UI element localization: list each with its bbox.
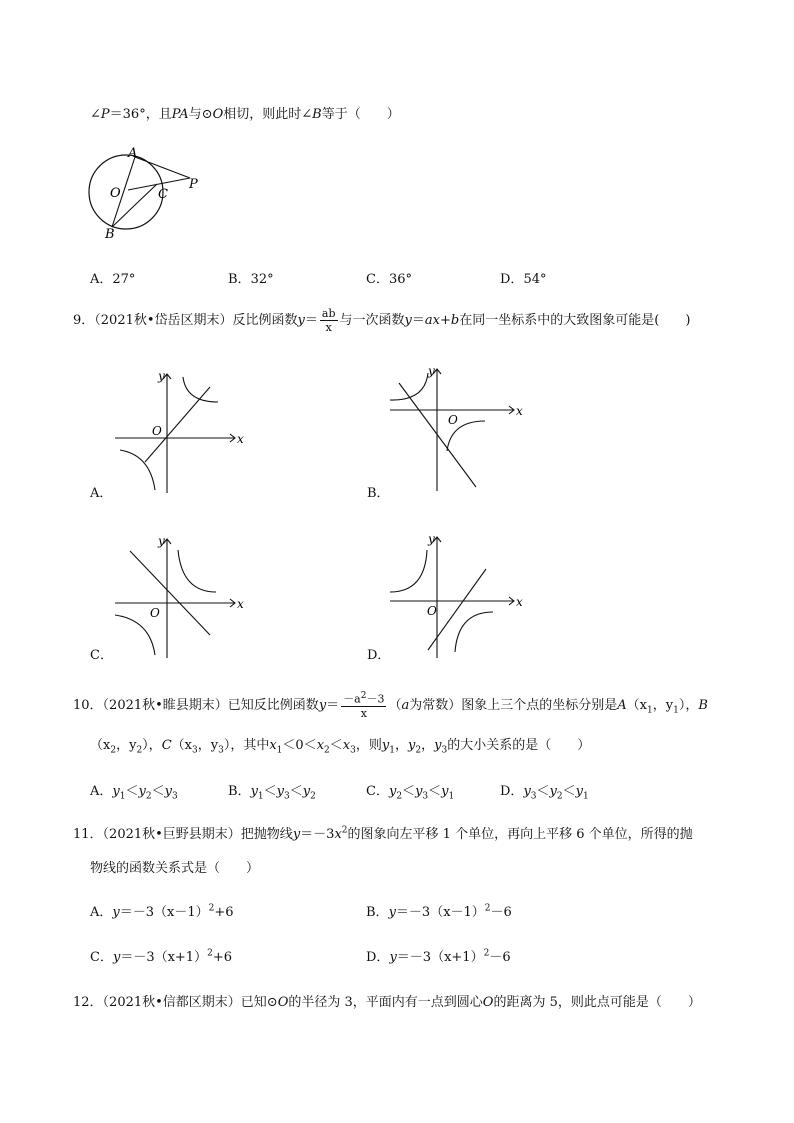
q8-text-2: 与⊙: [188, 107, 213, 122]
q9-graph-b: [385, 365, 525, 497]
q8-option-a[interactable]: A．27°: [90, 272, 136, 287]
q9-graph-c: [110, 530, 250, 662]
q8-label-p: P: [189, 177, 198, 192]
x-label: x: [237, 432, 244, 446]
y-label: y: [428, 365, 435, 378]
q10-fraction: $\frac{-a^2-3}{x}$: [343, 691, 385, 720]
q12-stem: 12．（2021秋•信都区期末）已知⊙O的半径为 3，平面内有一点到圆心O的距离为 5，则此点可能是（ ）: [73, 995, 701, 1010]
q12-number: 12．: [73, 995, 103, 1010]
y-label: y: [158, 534, 165, 548]
x-label: x: [237, 597, 244, 611]
q9-graph-d: [385, 530, 525, 662]
q11-option-d[interactable]: D．$y=-3(x+1)^2-6$: [366, 948, 511, 965]
q8-option-b[interactable]: B．32°: [228, 272, 274, 287]
q10-number: 10．: [73, 697, 103, 713]
q10-option-b[interactable]: B．$y_1<y_3<y_2$: [228, 784, 316, 802]
q11-option-c[interactable]: C．$y=-3(x+1)^2+6$: [90, 948, 232, 965]
q8-text-4: 等于（ ）: [321, 107, 400, 122]
q11-number: 11．: [73, 827, 103, 842]
q9-fraction: $\frac{ab}{x}$: [321, 307, 336, 334]
q8-label-b: B: [105, 227, 115, 242]
q11-stem-line-1: 11．（2021秋•巨野县期末）把抛物线$y=-3x^2$的图象向左平移 1 个单位，再向上平移 6 个单位，所得的抛: [73, 825, 693, 842]
q11-source: （2021秋•巨野县期末）把抛物线: [102, 827, 293, 842]
q9-option-b[interactable]: B．: [367, 486, 390, 501]
q12-source: （2021秋•信都区期末）已知⊙: [102, 995, 278, 1010]
origin-label: O: [448, 413, 458, 427]
hyperbola-branch-1: [390, 550, 427, 592]
q9-option-d[interactable]: D．: [367, 648, 391, 663]
hyperbola-branch-2: [115, 615, 155, 655]
q11-option-b[interactable]: B．$y=-3(x-1)^2-6$: [366, 903, 512, 920]
q8-option-c[interactable]: C．36°: [366, 272, 412, 287]
q8-text-1: ＝36°，且: [109, 107, 172, 122]
q8-angle-symbol: ∠: [90, 107, 101, 122]
x-label: x: [516, 404, 523, 418]
q9-graph-a: [110, 365, 250, 497]
q10-stem-line-2: （$x_2$，$y_2$），$C(x_3$，$y_3$），其中$x_1<0<x_2<x_3$，则$y_1$，$y_2$，$y_3$的大小关系的是（ ）: [90, 738, 591, 756]
q9-number: 9．: [73, 313, 95, 328]
q10-option-a[interactable]: A．$y_1<y_2<y_3$: [90, 784, 178, 802]
q8-var-pa: PA: [171, 107, 189, 122]
q8-label-o: O: [110, 186, 121, 201]
origin-label: O: [150, 606, 160, 620]
hyperbola-branch-1: [178, 550, 216, 592]
q8-label-a: A: [128, 146, 138, 161]
y-label: y: [158, 369, 165, 383]
origin-label: O: [152, 424, 162, 438]
origin-label: O: [427, 604, 437, 618]
q11-option-a[interactable]: A．$y=-3(x-1)^2+6$: [90, 903, 234, 920]
q8-label-c: C: [158, 187, 168, 202]
q10-option-c[interactable]: C．$y_2<y_3<y_1$: [366, 784, 455, 802]
q9-option-a[interactable]: A．: [90, 486, 113, 501]
x-label: x: [516, 595, 523, 609]
q8-circle-figure: [80, 140, 210, 245]
q10-option-d[interactable]: D．$y_3<y_2<y_1$: [500, 784, 589, 802]
y-label: y: [428, 532, 435, 546]
q8-stem: [90, 103, 400, 122]
q8-var-o: O: [212, 107, 224, 122]
q8-var-p: P: [100, 107, 110, 122]
q9-option-c[interactable]: C．: [90, 648, 113, 663]
hyperbola-branch-2: [455, 612, 493, 652]
q8-option-d[interactable]: D．54°: [500, 272, 547, 287]
q9-stem: 9．（2021秋•岱岳区期末）反比例函数y＝ $\frac{ab}{x}$ 与一次函数y＝ax+b在同一坐标系中的大致图象可能是( ): [73, 307, 691, 334]
q11-stem-line-2: 物线的函数关系式是（ ）: [90, 861, 260, 876]
q8-var-b: B: [312, 107, 322, 122]
q10-stem-line-1: 10．（2021秋•睢县期末）已知反比例函数y＝ $\frac{-a^2-3}{x}$ （a为常数）图象上三个点的坐标分别是$A(x_1$，$y_1$），B: [73, 691, 708, 720]
line: [130, 551, 210, 635]
q8-text-3: 相切，则此时∠: [223, 107, 313, 122]
q9-source: （2021秋•岱岳区期末）反比例函数: [94, 313, 298, 328]
q8-circle: [89, 155, 163, 229]
q10-source: （2021秋•睢县期末）已知反比例函数: [102, 697, 319, 713]
q8-line-ap: [135, 157, 190, 178]
